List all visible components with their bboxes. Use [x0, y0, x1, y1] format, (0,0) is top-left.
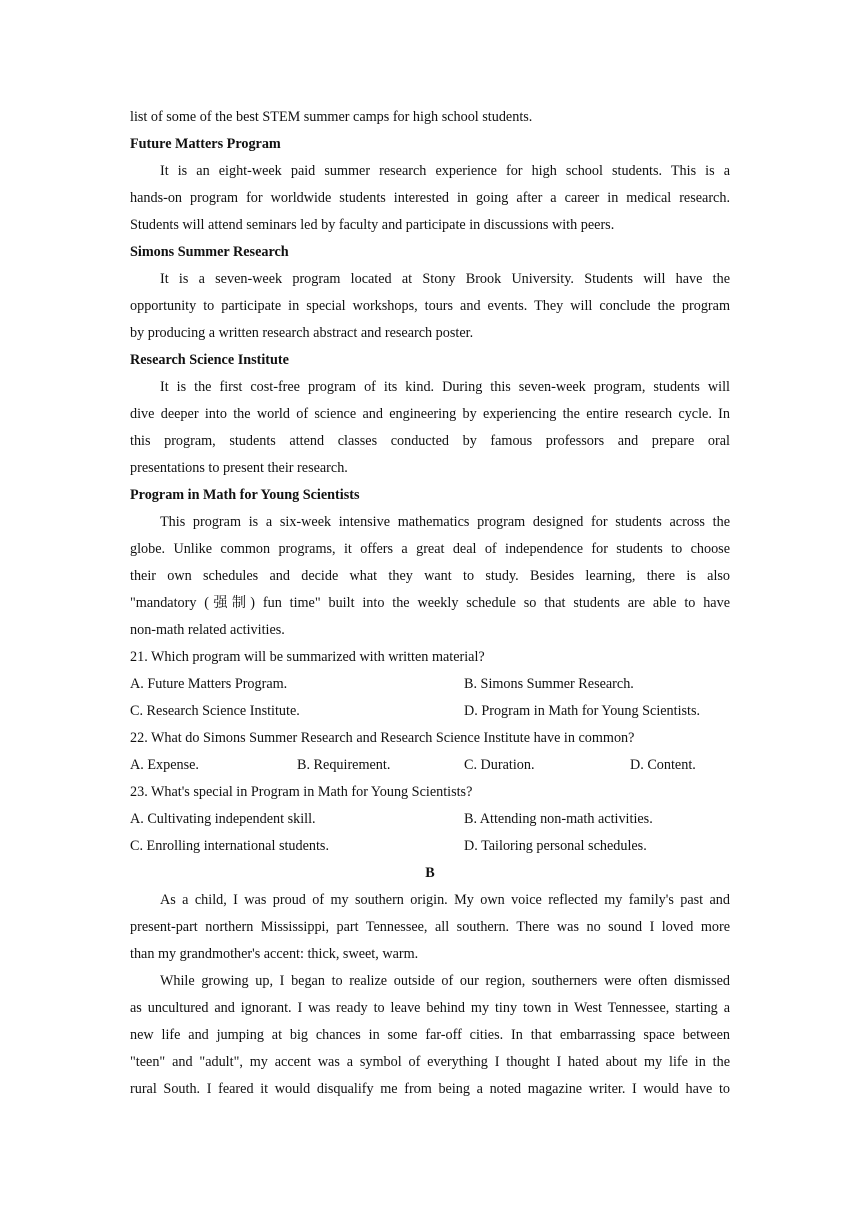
question-21-options-row-1: [130, 671, 730, 698]
question-23-stem: 23. What's special in Program in Math for Young Scientists?: [130, 784, 473, 800]
program-title-future-matters: Future Matters Program: [130, 136, 281, 152]
section-b-heading: B: [425, 865, 435, 881]
passage-line: As a child, I was proud of my southern origin. My own voice reflected my family's past and: [160, 892, 730, 908]
program-text-line: "mandatory (强制) fun time" built into the weekly schedule so that students are able to have: [130, 595, 730, 611]
question-23-options-row-1: [130, 806, 730, 833]
intro-line: list of some of the best STEM summer camps for high school students.: [130, 109, 533, 125]
option-b: B. Simons Summer Research.: [464, 676, 634, 692]
option-b: B. Attending non-math activities.: [464, 811, 653, 827]
passage-line: "teen" and "adult", my accent was a symbol of everything I thought I hated about my life in the: [130, 1054, 730, 1070]
program-text-line: non-math related activities.: [130, 622, 285, 638]
program-text-line: hands-on program for worldwide students interested in going after a career in medical research.: [130, 190, 730, 206]
program-text-line: their own schedules and decide what they want to study. Besides learning, there is also: [130, 568, 730, 584]
program-text-line: by producing a written research abstract and research poster.: [130, 325, 474, 341]
program-text-line: It is the first cost-free program of its kind. During this seven-week program, students will: [160, 379, 730, 395]
program-text-line: globe. Unlike common programs, it offers a great deal of independence for students to choose: [130, 541, 730, 557]
question-21-options-row-2: [130, 698, 730, 725]
option-d: D. Content.: [630, 757, 696, 773]
question-22-stem: 22. What do Simons Summer Research and Research Science Institute have in common?: [130, 730, 635, 746]
option-b: B. Requirement.: [297, 757, 391, 773]
option-a: A. Future Matters Program.: [130, 676, 288, 692]
program-text-line: this program, students attend classes conducted by famous professors and prepare oral: [130, 433, 730, 449]
option-a: A. Expense.: [130, 757, 199, 773]
option-d: D. Program in Math for Young Scientists.: [464, 703, 701, 719]
question-22-options-row: [130, 752, 730, 779]
question-23-options-row-2: [130, 833, 730, 860]
program-text-line: It is a seven-week program located at Stony Brook University. Students will have the: [160, 271, 730, 287]
program-text-line: This program is a six-week intensive mathematics program designed for students across the: [160, 514, 730, 530]
program-title-simons: Simons Summer Research: [130, 244, 289, 260]
option-a: A. Cultivating independent skill.: [130, 811, 316, 827]
question-21-stem: 21. Which program will be summarized with written material?: [130, 649, 485, 665]
passage-line: than my grandmother's accent: thick, sweet, warm.: [130, 946, 419, 962]
passage-line: While growing up, I began to realize outside of our region, southerners were often dismissed: [160, 973, 730, 989]
passage-line: as uncultured and ignorant. I was ready to leave behind my tiny town in West Tennessee, starting a: [130, 1000, 730, 1016]
program-title-math: Program in Math for Young Scientists: [130, 487, 360, 503]
program-text-line: Students will attend seminars led by faculty and participate in discussions with peers.: [130, 217, 615, 233]
program-text-line: It is an eight-week paid summer research experience for high school students. This is a: [160, 163, 730, 179]
option-d: D. Tailoring personal schedules.: [464, 838, 647, 854]
option-c: C. Research Science Institute.: [130, 703, 300, 719]
passage-line: new life and jumping at big chances in some far-off cities. In that embarrassing space between: [130, 1027, 730, 1043]
passage-line: rural South. I feared it would disqualify me from being a noted magazine writer. I would have to: [130, 1081, 730, 1097]
program-text-line: presentations to present their research.: [130, 460, 348, 476]
program-text-line: dive deeper into the world of science and engineering by experiencing the entire research cycle. In: [130, 406, 730, 422]
program-text-line: opportunity to participate in special workshops, tours and events. They will conclude the program: [130, 298, 730, 314]
passage-line: present-part northern Mississippi, part Tennessee, all southern. There was no sound I loved more: [130, 919, 730, 935]
document-page: [130, 104, 730, 1103]
program-title-rsi: Research Science Institute: [130, 352, 289, 368]
option-c: C. Enrolling international students.: [130, 838, 329, 854]
option-c: C. Duration.: [464, 757, 535, 773]
